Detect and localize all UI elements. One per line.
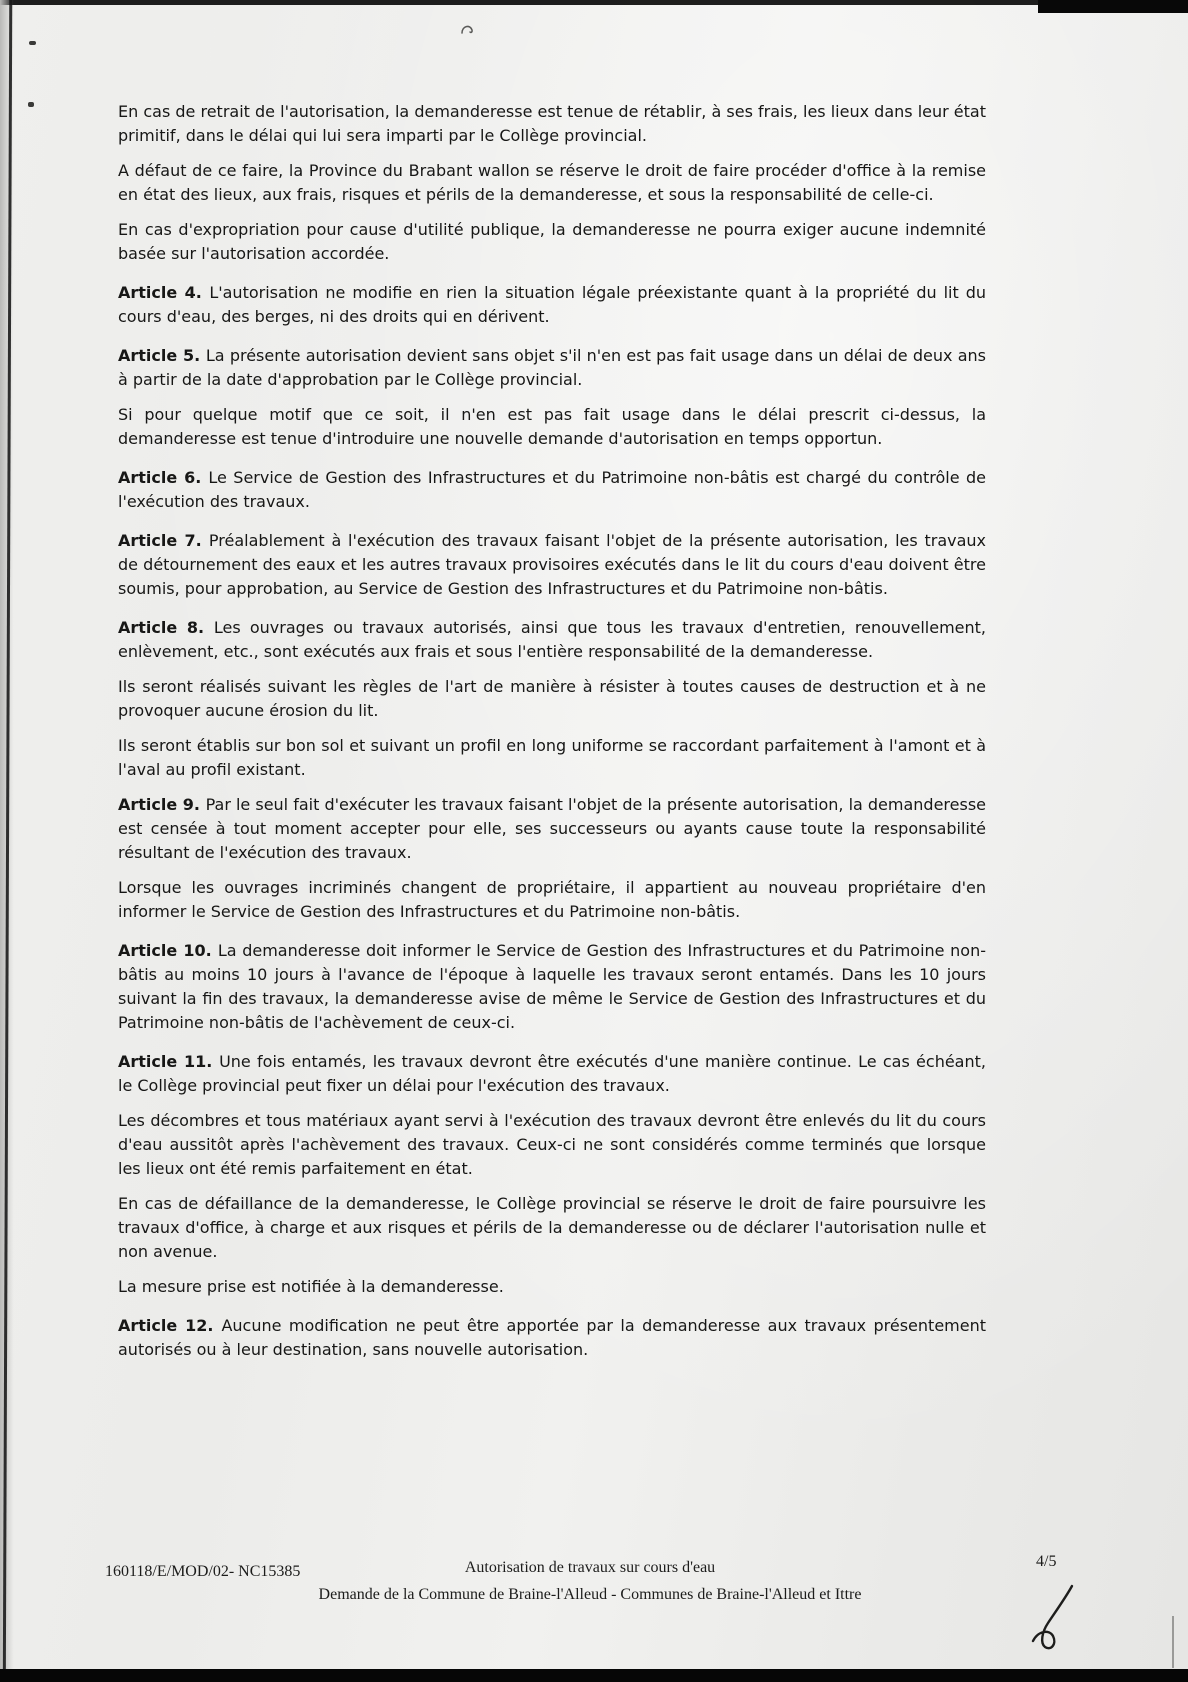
article-number: Article 5.: [118, 346, 206, 365]
article-paragraph: [118, 1050, 986, 1098]
handwritten-paraph-icon: [1028, 1583, 1080, 1665]
paragraph-text: Par le seul fait d'exécuter les travaux faisant l'objet de la présente autorisation, la demanderesse est censée à tout moment accepter pour elle, ses successeurs ou ayants cause toute la responsabilité résultant de l'exécution des travaux.: [118, 795, 987, 862]
scan-edge-top-right: [1038, 0, 1188, 13]
footer-subtitle: Demande de la Commune de Braine-l'Alleud - Communes de Braine-l'Alleud et Ittre: [318, 1586, 862, 1603]
staple-mark: [28, 102, 34, 107]
article-paragraph: [118, 344, 986, 392]
article-paragraph: [118, 793, 986, 865]
paragraph: [118, 218, 986, 266]
paragraph: [118, 876, 986, 924]
paragraph: [118, 1192, 986, 1264]
paragraph-text: Ils seront établis sur bon sol et suivant un profil en long uniforme se raccordant parfaitement à l'amont et à l'aval au profil existant.: [118, 736, 986, 779]
paragraph-text: La mesure prise est notifiée à la demanderesse.: [118, 1277, 504, 1296]
paragraph: [118, 1275, 986, 1299]
paragraph-text: Aucune modification ne peut être apportée par la demanderesse aux travaux présentement autorisés ou à leur destination, sans nouvelle autorisation.: [118, 1316, 987, 1359]
article-number: Article 10.: [118, 941, 218, 960]
paragraph-text: La présente autorisation devient sans objet s'il n'en est pas fait usage dans un délai de deux ans à partir de la date d'approbation par le Collège provincial.: [118, 346, 986, 389]
paragraph-text: Les décombres et tous matériaux ayant servi à l'exécution des travaux devront être enlevés du lit du cours d'eau aussitôt après l'achèvement des travaux. Ceux-ci ne sont considérés comme terminés que lorsque les lieux ont été remis parfaitement en état.: [118, 1111, 986, 1178]
document-body: [118, 100, 986, 1373]
paragraph-text: Lorsque les ouvrages incriminés changent de propriétaire, il appartient au nouveau propriétaire d'en informer le Service de Gestion des Infrastructures et du Patrimoine non-bâtis.: [118, 878, 986, 921]
paragraph-text: Préalablement à l'exécution des travaux faisant l'objet de la présente autorisation, les travaux de détournement des eaux et les autres travaux provisoires exécutés dans le lit du cours d'eau doivent être soumis, pour approbation, au Service de Gestion des Infrastructures et du Patrimoine non-bâtis.: [118, 531, 987, 598]
small-pen-squiggle-icon: [459, 21, 477, 40]
article-number: Article 6.: [118, 468, 209, 487]
article-paragraph: [118, 281, 986, 329]
paragraph: [118, 159, 986, 207]
article-paragraph: [118, 939, 986, 1035]
paragraph: [118, 100, 986, 148]
page-number: 4/5: [1036, 1553, 1057, 1570]
paragraph-text: Ils seront réalisés suivant les règles de l'art de manière à résister à toutes causes de destruction et à ne provoquer aucune érosion du lit.: [118, 677, 986, 720]
paragraph-text: Le Service de Gestion des Infrastructures et du Patrimoine non-bâtis est chargé du contrôle de l'exécution des travaux.: [118, 468, 987, 511]
article-number: Article 12.: [118, 1316, 222, 1335]
article-paragraph: [118, 466, 986, 514]
staple-mark: [29, 41, 36, 45]
paragraph: [118, 675, 986, 723]
article-number: Article 11.: [118, 1052, 220, 1071]
scan-edge-bottom: [0, 1669, 1188, 1682]
paragraph-text: L'autorisation ne modifie en rien la situation légale préexistante quant à la propriété du lit du cours d'eau, des berges, ni des droits qui en dérivent.: [118, 283, 987, 326]
article-paragraph: [118, 529, 986, 601]
article-number: Article 7.: [118, 531, 209, 550]
paragraph-text: A défaut de ce faire, la Province du Brabant wallon se réserve le droit de faire procéder d'office à la remise en état des lieux, aux frais, risques et périls de la demanderesse, et sous la responsabilité de celle-ci.: [118, 161, 986, 204]
paragraph-text: En cas de retrait de l'autorisation, la demanderesse est tenue de rétablir, à ses frais, les lieux dans leur état primitif, dans le délai qui lui sera imparti par le Collège provincial.: [118, 102, 986, 145]
paragraph-text: La demanderesse doit informer le Service de Gestion des Infrastructures et du Patrimoine non-bâtis au moins 10 jours à l'avance de l'époque à laquelle les travaux seront entamés. Dans les 10 jours suivant la fin des travaux, la demanderesse avise de même le Service de Gestion des Infrastructures et du Patrimoine non-bâtis de l'achèvement de ceux-ci.: [118, 941, 986, 1032]
footer-title: Autorisation de travaux sur cours d'eau: [464, 1559, 716, 1576]
paragraph-text: Si pour quelque motif que ce soit, il n'en est pas fait usage dans le délai prescrit ci-dessus, la demanderesse est tenue d'introduire une nouvelle demande d'autorisation en temps opportun.: [118, 405, 986, 448]
paragraph: [118, 1109, 986, 1181]
paragraph-text: Les ouvrages ou travaux autorisés, ainsi que tous les travaux d'entretien, renouvellement, enlèvement, etc., sont exécutés aux frais et sous l'entière responsabilité de la demanderesse.: [118, 618, 987, 661]
article-number: Article 9.: [118, 795, 206, 814]
paragraph: [118, 403, 986, 451]
article-number: Article 8.: [118, 618, 214, 637]
scan-edge-top: [0, 0, 1188, 5]
article-paragraph: [118, 1314, 986, 1362]
paragraph-text: En cas d'expropriation pour cause d'utilité publique, la demanderesse ne pourra exiger aucune indemnité basée sur l'autorisation accordée.: [118, 220, 986, 263]
scan-edge-right-sliver: [1172, 1616, 1174, 1668]
paragraph-text: En cas de défaillance de la demanderesse, le Collège provincial se réserve le droit de faire poursuivre les travaux d'office, à charge et aux risques et périls de la demanderesse ou de déclarer l'autorisation nulle et non avenue.: [118, 1194, 986, 1261]
document-reference: 160118/E/MOD/02- NC15385: [105, 1563, 301, 1580]
paragraph-text: Une fois entamés, les travaux devront être exécutés d'une manière continue. Le cas échéant, le Collège provincial peut fixer un délai pour l'exécution des travaux.: [118, 1052, 986, 1095]
article-paragraph: [118, 616, 986, 664]
article-number: Article 4.: [118, 283, 210, 302]
paragraph: [118, 734, 986, 782]
